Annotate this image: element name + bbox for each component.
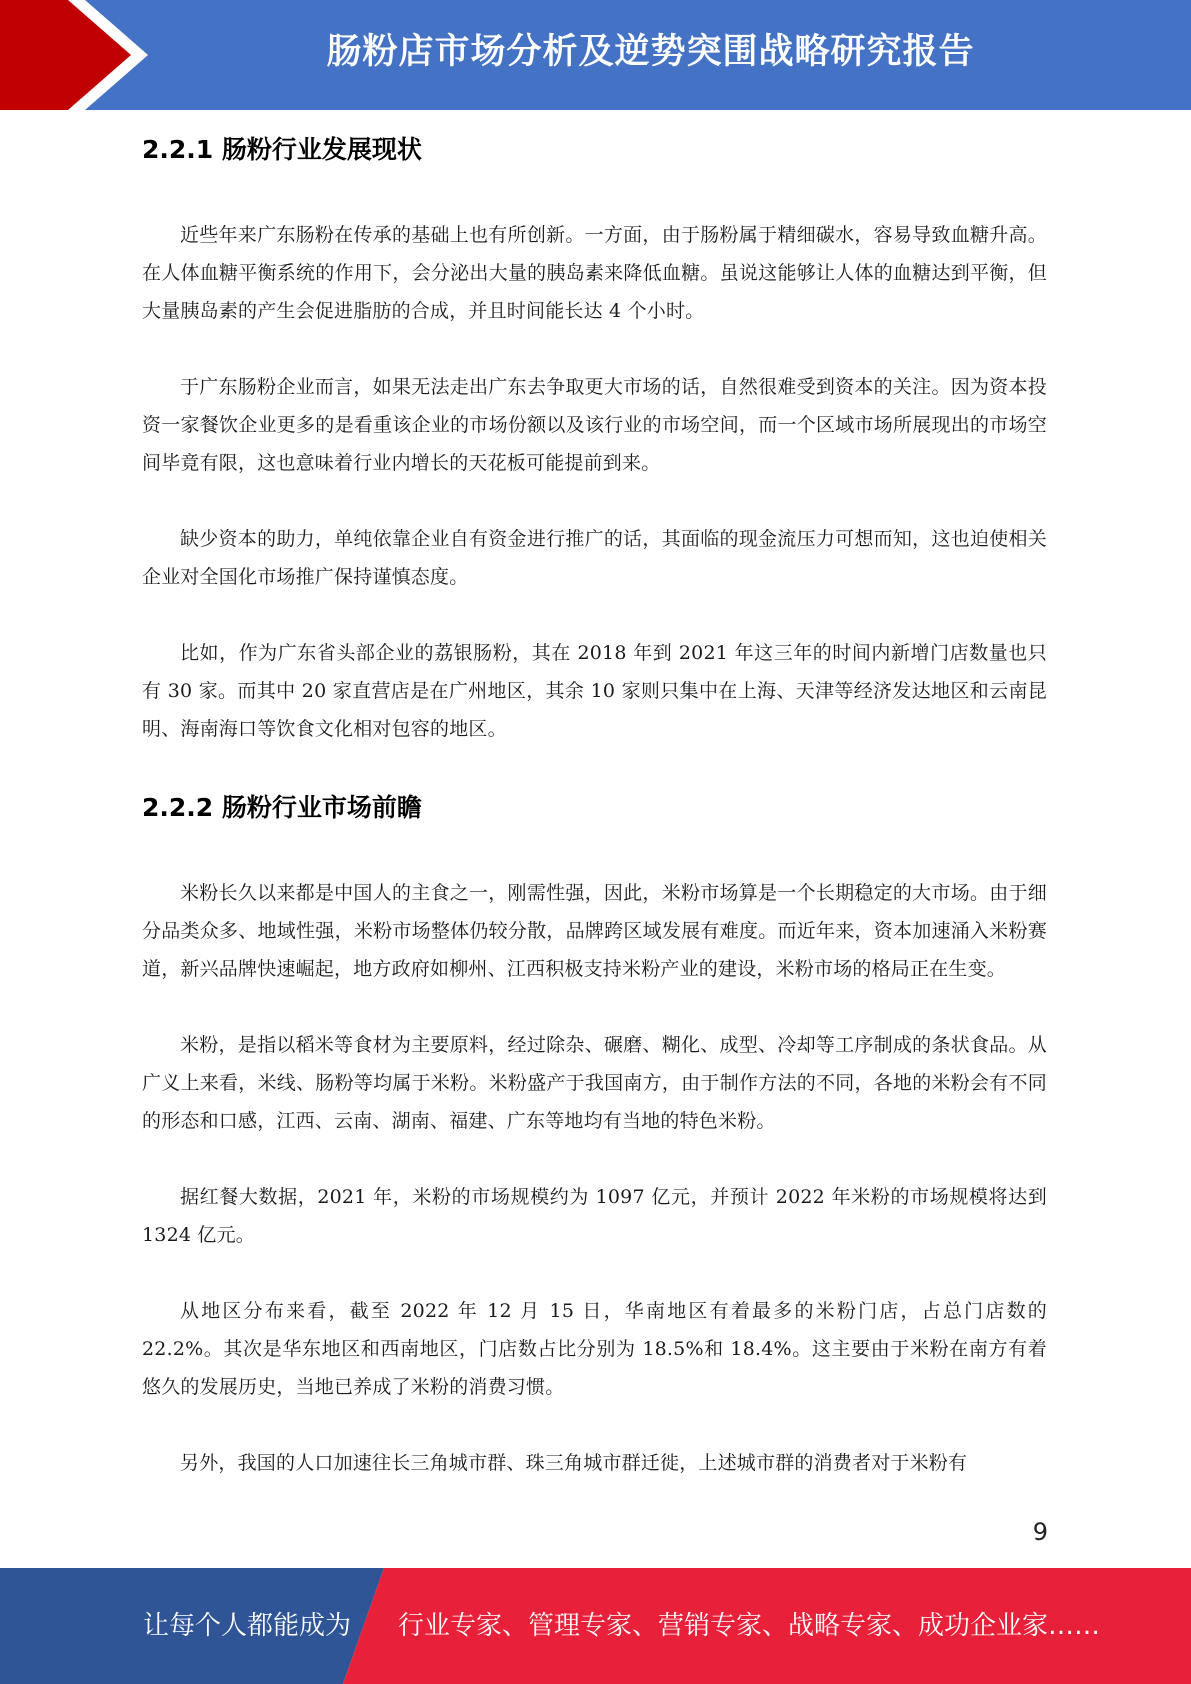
header-arrow-decoration — [0, 0, 160, 110]
paragraph: 据红餐大数据，2021 年，米粉的市场规模约为 1097 亿元，并预计 2022 年米粉的市场规模将达到 1324 亿元。 — [142, 1186, 1047, 1246]
page-footer — [0, 1568, 1191, 1684]
document-body — [142, 126, 1047, 1482]
paragraph: 比如，作为广东省头部企业的荔银肠粉，其在 2018 年到 2021 年这三年的时间内新增门店数量也只有 30 家。而其中 20 家直营店是在广州地区，其余 10 家则只集中在上海、天津等经济发达地区和云南昆明、海南海口等饮食文化相对包容的地区。 — [142, 642, 1047, 740]
page-header — [0, 0, 1191, 110]
section-heading-2-2-1: 2.2.1 肠粉行业发展现状 — [142, 135, 422, 164]
header-arrow-red — [0, 0, 131, 110]
report-title: 肠粉店市场分析及逆势突围战略研究报告 — [326, 32, 975, 72]
paragraph: 缺少资本的助力，单纯依靠企业自有资金进行推广的话，其面临的现金流压力可想而知，这也迫使相关企业对全国化市场推广保持谨慎态度。 — [142, 528, 1047, 588]
paragraph: 米粉，是指以稻米等食材为主要原料，经过除杂、碾磨、糊化、成型、冷却等工序制成的条状食品。从广义上来看，米线、肠粉等均属于米粉。米粉盛产于我国南方，由于制作方法的不同，各地的米粉会有不同的形态和口感，江西、云南、湖南、福建、广东等地均有当地的特色米粉。 — [142, 1034, 1047, 1132]
paragraph: 米粉长久以来都是中国人的主食之一，刚需性强，因此，米粉市场算是一个长期稳定的大市场。由于细分品类众多、地域性强，米粉市场整体仍较分散，品牌跨区域发展有难度。而近年来，资本加速涌入米粉赛道，新兴品牌快速崛起，地方政府如柳州、江西积极支持米粉产业的建设，米粉市场的格局正在生变。 — [142, 882, 1047, 980]
footer-slogan-right: 行业专家、管理专家、营销专家、战略专家、成功企业家…… — [398, 1611, 1101, 1641]
paragraph: 近些年来广东肠粉在传承的基础上也有所创新。一方面，由于肠粉属于精细碳水，容易导致血糖升高。在人体血糖平衡系统的作用下，会分泌出大量的胰岛素来降低血糖。虽说这能够让人体的血糖达到平衡，但大量胰岛素的产生会促进脂肪的合成，并且时间能长达 4 个小时。 — [142, 224, 1047, 322]
paragraph: 另外，我国的人口加速往长三角城市群、珠三角城市群迁徙，上述城市群的消费者对于米粉有 — [180, 1452, 968, 1474]
section-heading-2-2-2: 2.2.2 肠粉行业市场前瞻 — [142, 793, 422, 822]
page-number: 9 — [1032, 1518, 1048, 1546]
footer-slogan-left: 让每个人都能成为 — [143, 1611, 352, 1641]
paragraph: 于广东肠粉企业而言，如果无法走出广东去争取更大市场的话，自然很难受到资本的关注。因为资本投资一家餐饮企业更多的是看重该企业的市场份额以及该行业的市场空间，而一个区域市场所展现出的市场空间毕竟有限，这也意味着行业内增长的天花板可能提前到来。 — [142, 376, 1047, 474]
paragraph: 从地区分布来看，截至 2022 年 12 月 15 日，华南地区有着最多的米粉门店，占总门店数的 22.2%。其次是华东地区和西南地区，门店数占比分别为 18.5%和 18.4%。这主要由于米粉在南方有着悠久的发展历史，当地已养成了米粉的消费习惯。 — [142, 1300, 1047, 1398]
